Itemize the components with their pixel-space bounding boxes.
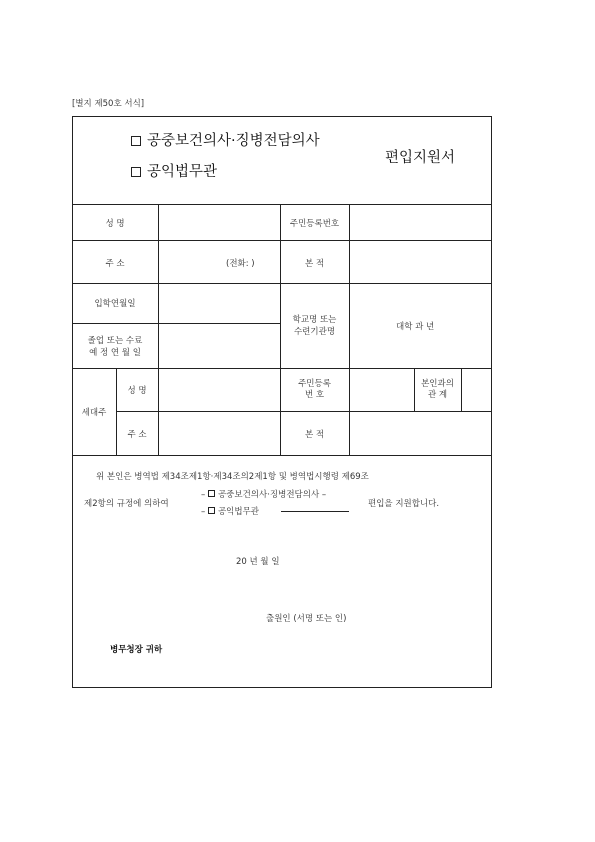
- householder-rrn-field[interactable]: [350, 369, 413, 410]
- option-label: 공중보건의사·징병전담의사: [147, 133, 320, 149]
- name-label: 성 명: [105, 219, 125, 229]
- householder-name-label: 성 명: [127, 386, 147, 396]
- relation-label: [414, 379, 461, 401]
- applicant-signature-line[interactable]: 출원인 (서명 또는 인): [266, 614, 347, 624]
- householder-label: 세대주: [81, 408, 107, 418]
- row-divider: [72, 455, 492, 456]
- graduation-date-field[interactable]: [159, 324, 279, 367]
- date-line[interactable]: 20 년 월 일: [236, 557, 280, 567]
- domicile-label: 본 적: [304, 259, 325, 269]
- graduation-label-line1: 졸업 또는 수료: [87, 336, 143, 346]
- checkbox-icon[interactable]: [208, 490, 215, 497]
- phone-label: (전화: ): [226, 259, 255, 269]
- choice2-label: 공익법무관: [217, 507, 260, 517]
- form-caption: [별지 제50호 서식]: [72, 99, 145, 109]
- householder-domicile-label: 본 적: [304, 430, 325, 440]
- householder-rrn-label: [280, 379, 349, 401]
- rrn-field[interactable]: [350, 205, 491, 239]
- address-field[interactable]: [159, 241, 279, 282]
- school-label-line1: 학교명 또는: [292, 315, 337, 325]
- statement-line1: 위 본인은 병역법 제34조제1항·제34조의2제1항 및 병역법시행령 제69조: [96, 472, 369, 482]
- householder-rrn-line1: 주민등록: [298, 379, 331, 389]
- dash: –: [319, 490, 327, 500]
- choice1-label: 공중보건의사·징병전담의사: [217, 490, 320, 500]
- admission-date-field[interactable]: [159, 284, 279, 322]
- graduation-label-line2: 예 정 연 월 일: [89, 348, 141, 358]
- column-divider: [116, 368, 117, 455]
- dash: –: [201, 507, 208, 517]
- statement-choice2[interactable]: [201, 505, 259, 517]
- form-title: 편입지원서: [385, 150, 456, 166]
- school-field[interactable]: 대학 과 년: [396, 322, 435, 332]
- statement-line2-suffix: 편입을 지원합니다.: [368, 499, 440, 509]
- householder-name-field[interactable]: [159, 369, 279, 410]
- checkbox-icon[interactable]: [131, 167, 141, 177]
- checkbox-icon[interactable]: [131, 136, 141, 146]
- relation-field[interactable]: [462, 369, 491, 410]
- option-public-health-doctor[interactable]: [131, 129, 320, 150]
- checkbox-icon[interactable]: [208, 507, 215, 514]
- statement-choice1[interactable]: [201, 488, 326, 500]
- householder-address-label: 주 소: [127, 430, 147, 440]
- choice2-underline: [281, 511, 349, 512]
- option-public-interest-attorney[interactable]: [131, 160, 217, 181]
- form-frame: [72, 116, 492, 688]
- householder-domicile-field[interactable]: [350, 412, 491, 454]
- address-label: 주 소: [105, 259, 125, 269]
- statement-line2-prefix: 제2항의 규정에 의하여: [84, 499, 169, 509]
- relation-line2: 관 계: [427, 390, 448, 400]
- graduation-date-label: [72, 335, 158, 359]
- option-label: 공익법무관: [147, 164, 218, 180]
- domicile-field[interactable]: [350, 241, 491, 282]
- school-label: [280, 314, 349, 338]
- householder-rrn-line2: 번 호: [304, 390, 325, 400]
- admission-date-label: 입학연월일: [94, 299, 136, 309]
- row-divider: [72, 368, 492, 369]
- school-label-line2: 수련기관명: [293, 327, 336, 337]
- row-divider: [72, 283, 492, 284]
- householder-address-field[interactable]: [159, 412, 279, 454]
- relation-line1: 본인과의: [421, 379, 454, 389]
- name-field[interactable]: [159, 205, 279, 239]
- dash: –: [201, 490, 208, 500]
- rrn-label: 주민등록번호: [289, 219, 340, 229]
- addressee: 병무청장 귀하: [110, 645, 163, 655]
